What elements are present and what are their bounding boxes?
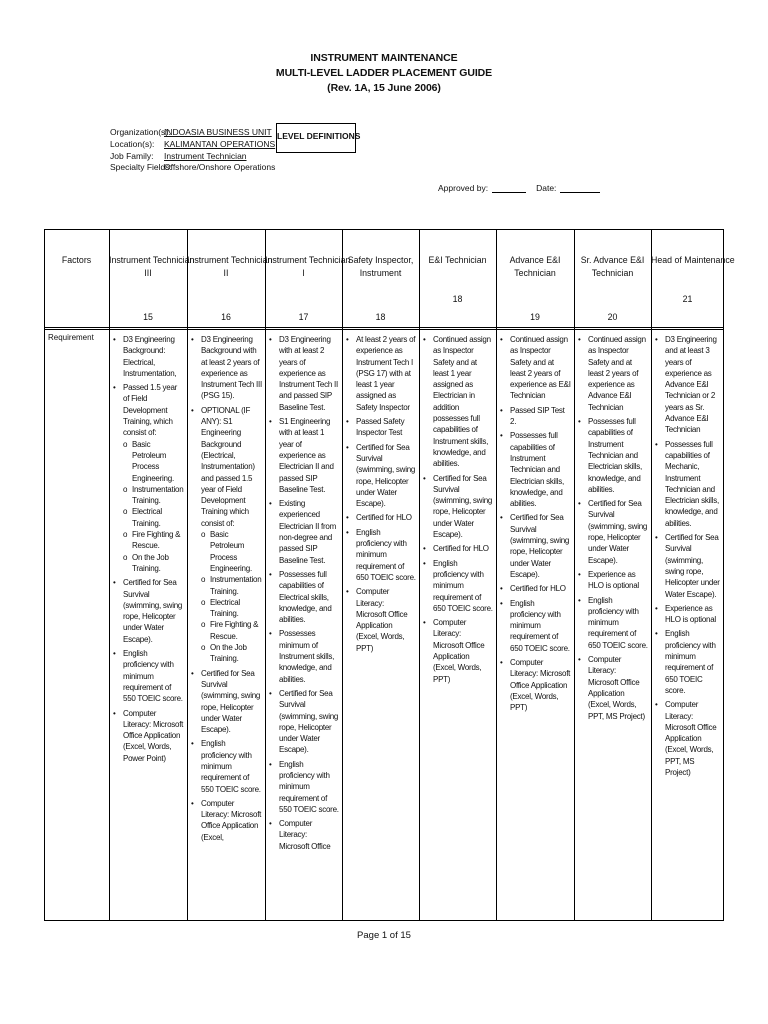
level-grade-number: 20 [607,312,618,322]
level-requirements-cell [345,334,416,657]
specialty-value: Offshore/Onshore Operations [164,162,276,173]
requirement-item [268,416,339,495]
requirement-subitem: o Basic Petroleum Process Engineering. [201,529,262,574]
requirement-text: Possesses full capabilities of Mechanic, Instrument Technician and Electrician skills, knowledge, and abilities. [665,439,719,528]
level-name-line: Technician [514,268,556,278]
level-name-line: Instrument Technician [187,255,273,265]
level-grade-number: 19 [530,312,540,322]
job-family-label: Job Family: [110,150,154,161]
level-grade-number: 18 [452,294,463,304]
level-requirements-cell [112,334,184,767]
requirement-item [268,498,339,566]
requirement-text: English proficiency with minimum requirement of 650 TOEIC score. [588,595,648,650]
requirement-text: Continued assign as Inspector Safety and at least 2 years of experience as Advance E&I Technician [588,335,646,412]
requirement-list [577,334,648,722]
requirement-text: Certified for HLO [356,513,412,523]
requirement-text: Passed 1.5 year of Field Development Training, which consist of: [123,383,178,438]
requirement-item [190,668,262,736]
level-name-line: Safety Inspector, [347,255,414,265]
requirement-item [577,416,648,495]
requirement-item [268,628,339,684]
approved-by-label: Approved by: [438,183,489,193]
level-name-line: E&I Technician [428,255,487,265]
level-grade-number: 17 [298,312,309,322]
requirement-text: Certified for Sea Survival (swimming, swing rope, Helicopter under Water Escape). [201,668,261,735]
requirement-text: Possesses full capabilities of Electrical skills, knowledge, and abilities. [279,569,332,625]
requirement-item [577,569,648,592]
requirement-list [422,334,493,685]
page-footer: Page 1 of 15 [357,930,411,941]
location-value: KALIMANTAN OPERATIONS [164,138,276,149]
requirement-item [577,654,648,722]
requirement-item [499,405,571,428]
requirement-text: Certified for HLO [433,544,489,554]
level-name-line: Sr. Advance E&I [580,255,645,265]
level-name-line: Instrument Technician [265,255,351,265]
requirement-item [499,512,571,580]
document-title [0,51,768,96]
requirement-text: English proficiency with minimum requirement of 650 TOEIC score. [510,598,570,653]
requirement-text: Possesses minimum of Instrument skills, knowledge, and abilities. [279,629,335,684]
requirement-text: Certified for Sea Survival (swimming, swing rope, Helicopter under Water Escape). [433,473,493,540]
requirement-item [422,543,493,554]
requirement-item [499,598,571,654]
level-name-line: Technician [591,268,634,278]
requirement-item [112,648,184,704]
requirement-item [268,818,339,852]
level-requirements-cell [422,334,493,688]
requirement-text: Computer Literacy: Microsoft Office Application (Excel, Words, PPT) [433,618,485,684]
requirement-item [112,334,184,379]
requirement-list [112,334,184,764]
level-grade-number: 16 [221,312,231,322]
requirement-subitem: o Instrumentation Training. [123,484,184,507]
requirement-item [654,532,721,600]
requirement-subitem: o Instrumentation Training. [201,574,262,597]
requirement-text: Computer Literacy: Microsoft Office Application (Excel, Words, PPT, MS Project) [588,655,645,721]
requirement-text: English proficiency with minimum requirement of 550 TOEIC score. [279,759,339,814]
requirement-text: Passed SIP Test 2. [510,405,565,427]
requirement-text: Certified for HLO [510,584,566,594]
requirement-list [499,334,571,714]
requirement-list [345,334,416,654]
requirement-item [112,382,184,574]
requirement-text: English proficiency with minimum requirement of 650 TOEIC score. [665,629,716,695]
level-definitions-box: LEVEL DEFINITIONS [276,123,356,153]
title-line-2: MULTI-LEVEL LADDER PLACEMENT GUIDE [275,67,493,79]
requirement-text: Computer Literacy: Microsoft Office Application (Excel, Words, PPT, MS Project) [665,700,717,777]
requirement-text: English proficiency with minimum requirement of 650 TOEIC score. [433,558,493,613]
requirement-text: Computer Literacy: Microsoft Office Application (Excel, Words, PPT) [510,658,571,713]
requirement-text: D3 Engineering Background with at least 2 years of experience as Instrument Tech III (PSG 15). [201,335,262,401]
requirement-item [345,586,416,654]
level-name-line: Head of Maintenance [651,255,735,265]
requirement-item [190,334,262,402]
requirement-item [345,512,416,523]
requirement-list [654,334,721,778]
level-requirements-cell [499,334,571,717]
organization-value: INDOASIA BUSINESS UNIT [164,127,272,137]
title-line-1: INSTRUMENT MAINTENANCE [310,52,458,64]
requirement-item [268,688,339,756]
requirement-text: Existing experienced Electrician II from non-degree and passed SIP Baseline Test. [279,499,337,565]
requirement-subitem: o Basic Petroleum Process Engineering. [123,439,184,484]
level-name-line: Instrument [359,268,402,278]
level-name-line: II [223,268,229,278]
requirement-item [112,708,184,764]
factors-header: Factors [61,255,92,265]
requirement-text: S1 Engineering with at least 1 year of experience as Electrician II and passed SIP Baseline Test. [279,417,334,494]
level-grade-number: 18 [375,312,386,322]
requirement-subitem: o Electrical Training. [201,597,262,620]
approval-line [438,183,600,193]
requirement-text: English proficiency with minimum requirement of 650 TOEIC score. [356,527,416,582]
requirement-text: D3 Engineering and at least 3 years of experience as Advance E&I Technician or 2 years as Sr. Advance E&I Technician [665,335,717,435]
date-blank [560,192,600,193]
requirement-text: D3 Engineering Background: Electrical, Instrumentation, [123,335,177,378]
requirement-item [499,334,571,402]
requirement-item [112,577,184,645]
requirement-subitem: o On the Job Training. [123,552,184,575]
requirement-item [422,558,493,614]
requirement-text: English proficiency with minimum requirement of 550 TOEIC score. [201,739,261,794]
requirement-text: Computer Literacy: Microsoft Office Application (Excel, [201,798,262,842]
requirement-subitem: o Electrical Training. [123,506,184,529]
requirement-text: Experience as HLO is optional [665,603,716,625]
requirement-item [654,334,721,436]
requirement-item [499,430,571,509]
requirement-item [422,617,493,685]
level-grade-number: 15 [143,312,153,322]
requirement-sublist [123,439,184,575]
requirement-item [577,498,648,566]
requirement-text: Continued assign as Inspector Safety and at least 1 year assigned as Electrician in addition possesses full capabilities of Instrument skills, knowledge, and abilities. [433,335,491,469]
job-family-value: Instrument Technician [164,150,247,161]
requirement-item [345,527,416,583]
requirement-text: Certified for Sea Survival (swimming, swing rope, Helicopter under Water Escape). [510,513,570,579]
requirement-text: Continued assign as Inspector Safety and at least 2 years of experience as E&I Technician [510,335,571,401]
requirement-item [190,405,262,665]
requirement-text: Possesses full capabilities of Instrument Technician and Electrician skills, knowledge, and abilities. [588,417,642,494]
requirement-text: Possesses full capabilities of Instrument Technician and Electrician skills, knowledge, and abilities. [510,431,564,509]
document-meta [110,127,275,174]
level-requirements-cell [190,334,262,846]
organization-label: Organization(s): [110,127,171,137]
date-label: Date: [536,183,557,193]
title-line-3: (Rev. 1A, 15 June 2006) [327,82,441,94]
requirement-item [268,334,339,413]
requirement-subitem: o Fire Fighting & Rescue. [123,529,184,552]
requirement-item [345,334,416,413]
requirement-list [268,334,339,852]
requirement-text: Certified for Sea Survival (swimming, swing rope, Helicopter under Water Escape). [279,688,339,755]
requirement-item [577,334,648,413]
requirement-text: OPTIONAL (IF ANY): S1 Engineering Background (Electrical, Instrumentation) and passed 1.5 year of Field Development Training which consist of: [201,405,255,528]
requirement-text: Computer Literacy: Microsoft Office Application (Excel, Words, Power Point) [123,708,184,763]
requirement-text: D3 Engineering with at least 2 years of experience as Instrument Tech II and passed SIP Baseline Test. [279,335,338,412]
level-name-line: I [302,268,305,278]
requirement-item [190,798,262,843]
requirement-item [422,473,493,541]
requirement-item [654,628,721,696]
requirement-text: Computer Literacy: Microsoft Office Application (Excel, Words, PPT) [356,587,408,653]
requirement-item [577,595,648,651]
requirement-text: Computer Literacy: Microsoft Office [279,819,331,851]
requirement-item [499,583,571,594]
level-requirements-cell [268,334,339,855]
requirement-text: Certified for Sea Survival (swimming, swing rope, Helicopter under Water Escape). [665,533,720,599]
requirement-list [190,334,262,843]
table-left-border [44,230,45,920]
specialty-label: Specialty Fields: [110,162,172,173]
level-requirements-cell [577,334,648,725]
requirement-item [654,603,721,626]
requirement-subitem: o On the Job Training. [201,642,262,665]
location-label: Location(s): [110,138,155,149]
requirement-text: Certified for Sea Survival (swimming, swing rope, Helicopter under Water Escape). [123,578,183,644]
requirement-subitem: o Fire Fighting & Rescue. [201,619,262,642]
requirement-item [345,416,416,439]
requirement-text: Passed Safety Inspector Test [356,417,405,438]
factor-requirement-label: Requirement [48,333,94,342]
requirement-item [268,569,339,625]
requirement-text: English proficiency with minimum requirement of 550 TOEIC score. [123,649,183,704]
level-name-line: Advance E&I [509,255,561,265]
requirement-text: At least 2 years of experience as Instrument Tech I (PSG 17) with at least 1 year assigned as Safety Inspector [356,335,416,412]
requirement-item [654,439,721,529]
requirement-sublist [201,529,262,665]
level-requirements-cell [654,334,721,781]
level-name-line: Instrument Technician [109,255,195,265]
level-name-line: III [144,268,152,278]
requirement-item [654,699,721,778]
requirement-text: Certified for Sea Survival (swimming, swing rope, Helicopter under Water Escape). [588,499,648,565]
requirement-item [422,334,493,470]
requirement-item [190,738,262,794]
level-grade-number: 21 [682,294,693,304]
requirement-item [268,759,339,815]
requirement-item [345,442,416,510]
approved-by-blank [492,192,526,193]
requirement-text: Experience as HLO is optional [588,569,639,591]
requirement-item [499,657,571,713]
requirement-text: Certified for Sea Survival (swimming, swing rope, Helicopter under Water Escape). [356,442,416,509]
ladder-table [44,229,735,921]
